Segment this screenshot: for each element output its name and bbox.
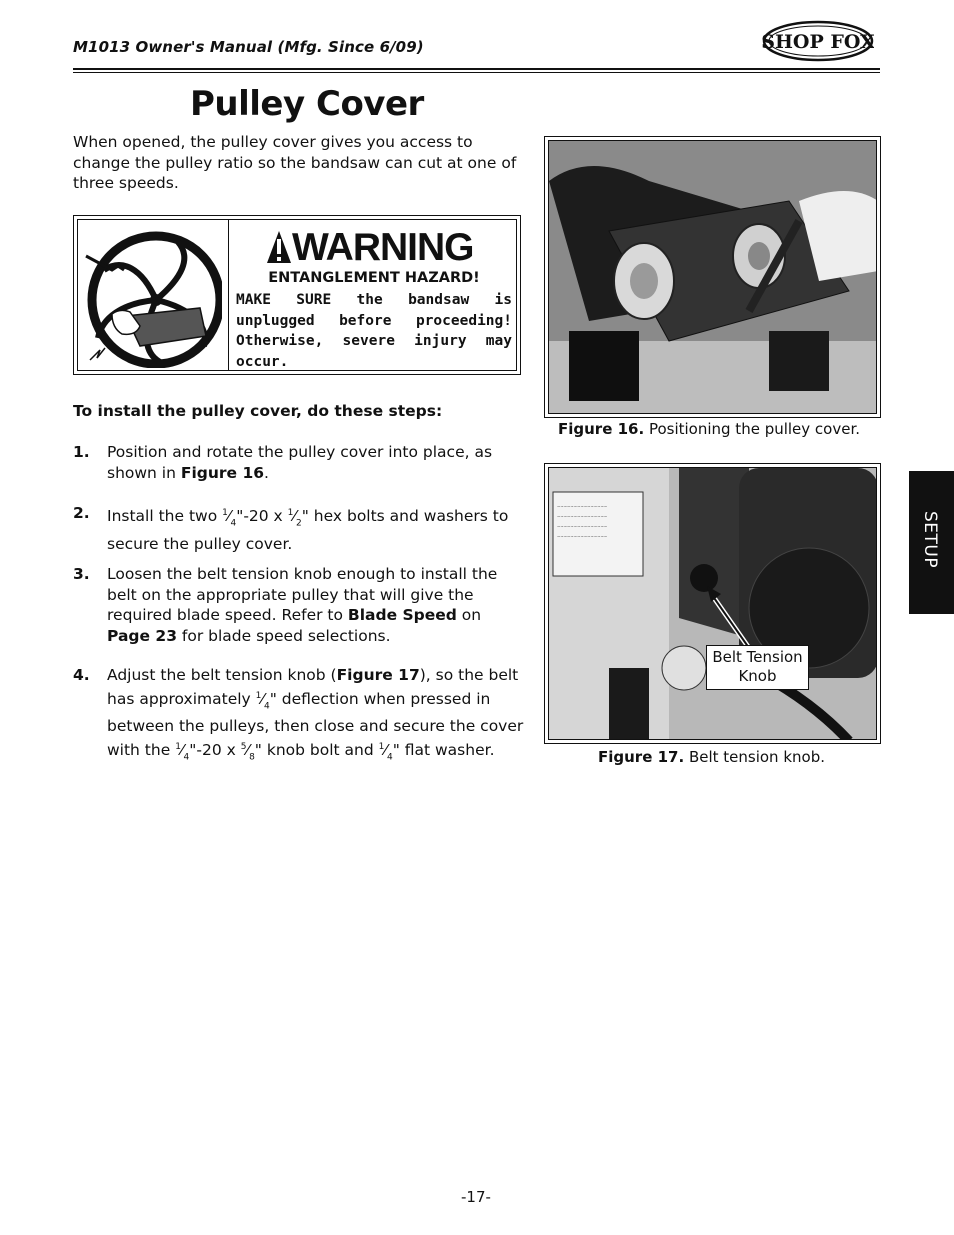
header-rule-thin bbox=[73, 72, 880, 73]
belt-tension-knob-callout: Belt Tension Knob bbox=[706, 645, 809, 690]
step-text: Adjust the belt tension knob (Figure 17), so the belt has approximately $^1⁄_4$" deflection when pressed in between the pulleys, then close and secure the cover with the $^1⁄_4"-20$ x $^5⁄_8$" knob bolt and $^1⁄_4$" flat washer. bbox=[107, 666, 524, 762]
figure-16-frame bbox=[544, 136, 881, 418]
svg-text:~~~~~~~~~~~~~~~: ~~~~~~~~~~~~~~~ bbox=[557, 504, 608, 509]
step-number: 1. bbox=[73, 443, 90, 461]
step-number: 2. bbox=[73, 504, 90, 522]
svg-text:~~~~~~~~~~~~~~~: ~~~~~~~~~~~~~~~ bbox=[557, 514, 608, 519]
page-number: -17- bbox=[461, 1188, 491, 1206]
step-number: 4. bbox=[73, 666, 90, 684]
shop-fox-logo bbox=[762, 20, 874, 62]
warning-divider bbox=[228, 220, 229, 370]
svg-text:SHOP FOX: SHOP FOX bbox=[762, 31, 874, 53]
warning-subheading: ENTANGLEMENT HAZARD! bbox=[268, 270, 480, 286]
section-title: Pulley Cover bbox=[190, 84, 424, 124]
intro-paragraph: When opened, the pulley cover gives you access to change the pulley ratio so the bandsaw can cut at one of three speeds. bbox=[73, 133, 517, 192]
warning-text: MAKE SURE the bandsaw is unplugged before proceeding! Otherwise, severe injury may occur. bbox=[236, 292, 512, 370]
step-number: 3. bbox=[73, 565, 90, 583]
step-text: Loosen the belt tension knob enough to install the belt on the appropriate pulley that will give the required blade speed. Refer to Blade Speed on Page 23 for blade speed selections. bbox=[107, 565, 498, 645]
figure-16-caption: Figure 16. Positioning the pulley cover. bbox=[558, 420, 861, 438]
step-text: Install the two $^1⁄_4"-20$ x $^1⁄_2$" hex bolts and washers to secure the pulley cover. bbox=[107, 507, 509, 553]
figure-17-caption: Figure 17. Belt tension knob. bbox=[598, 748, 825, 766]
warning-triangle-icon bbox=[266, 230, 292, 268]
warning-box bbox=[73, 215, 521, 375]
svg-text:~~~~~~~~~~~~~~~: ~~~~~~~~~~~~~~~ bbox=[557, 524, 608, 529]
manual-title: M1013 Owner's Manual (Mfg. Since 6/09) bbox=[73, 38, 424, 56]
figure-16-photo bbox=[548, 140, 877, 414]
setup-tab-label: SETUP bbox=[920, 511, 940, 569]
figure-17-frame bbox=[544, 463, 881, 744]
figure-17-photo bbox=[548, 467, 877, 740]
setup-section-tab bbox=[909, 471, 954, 614]
warning-heading: WARNING bbox=[292, 226, 474, 269]
steps-intro: To install the pulley cover, do these steps: bbox=[73, 402, 443, 420]
step-text: Position and rotate the pulley cover into place, as shown in Figure 16. bbox=[107, 443, 493, 482]
entanglement-hazard-icon bbox=[82, 228, 222, 368]
header-rule bbox=[73, 68, 880, 70]
svg-text:~~~~~~~~~~~~~~~: ~~~~~~~~~~~~~~~ bbox=[557, 534, 608, 539]
